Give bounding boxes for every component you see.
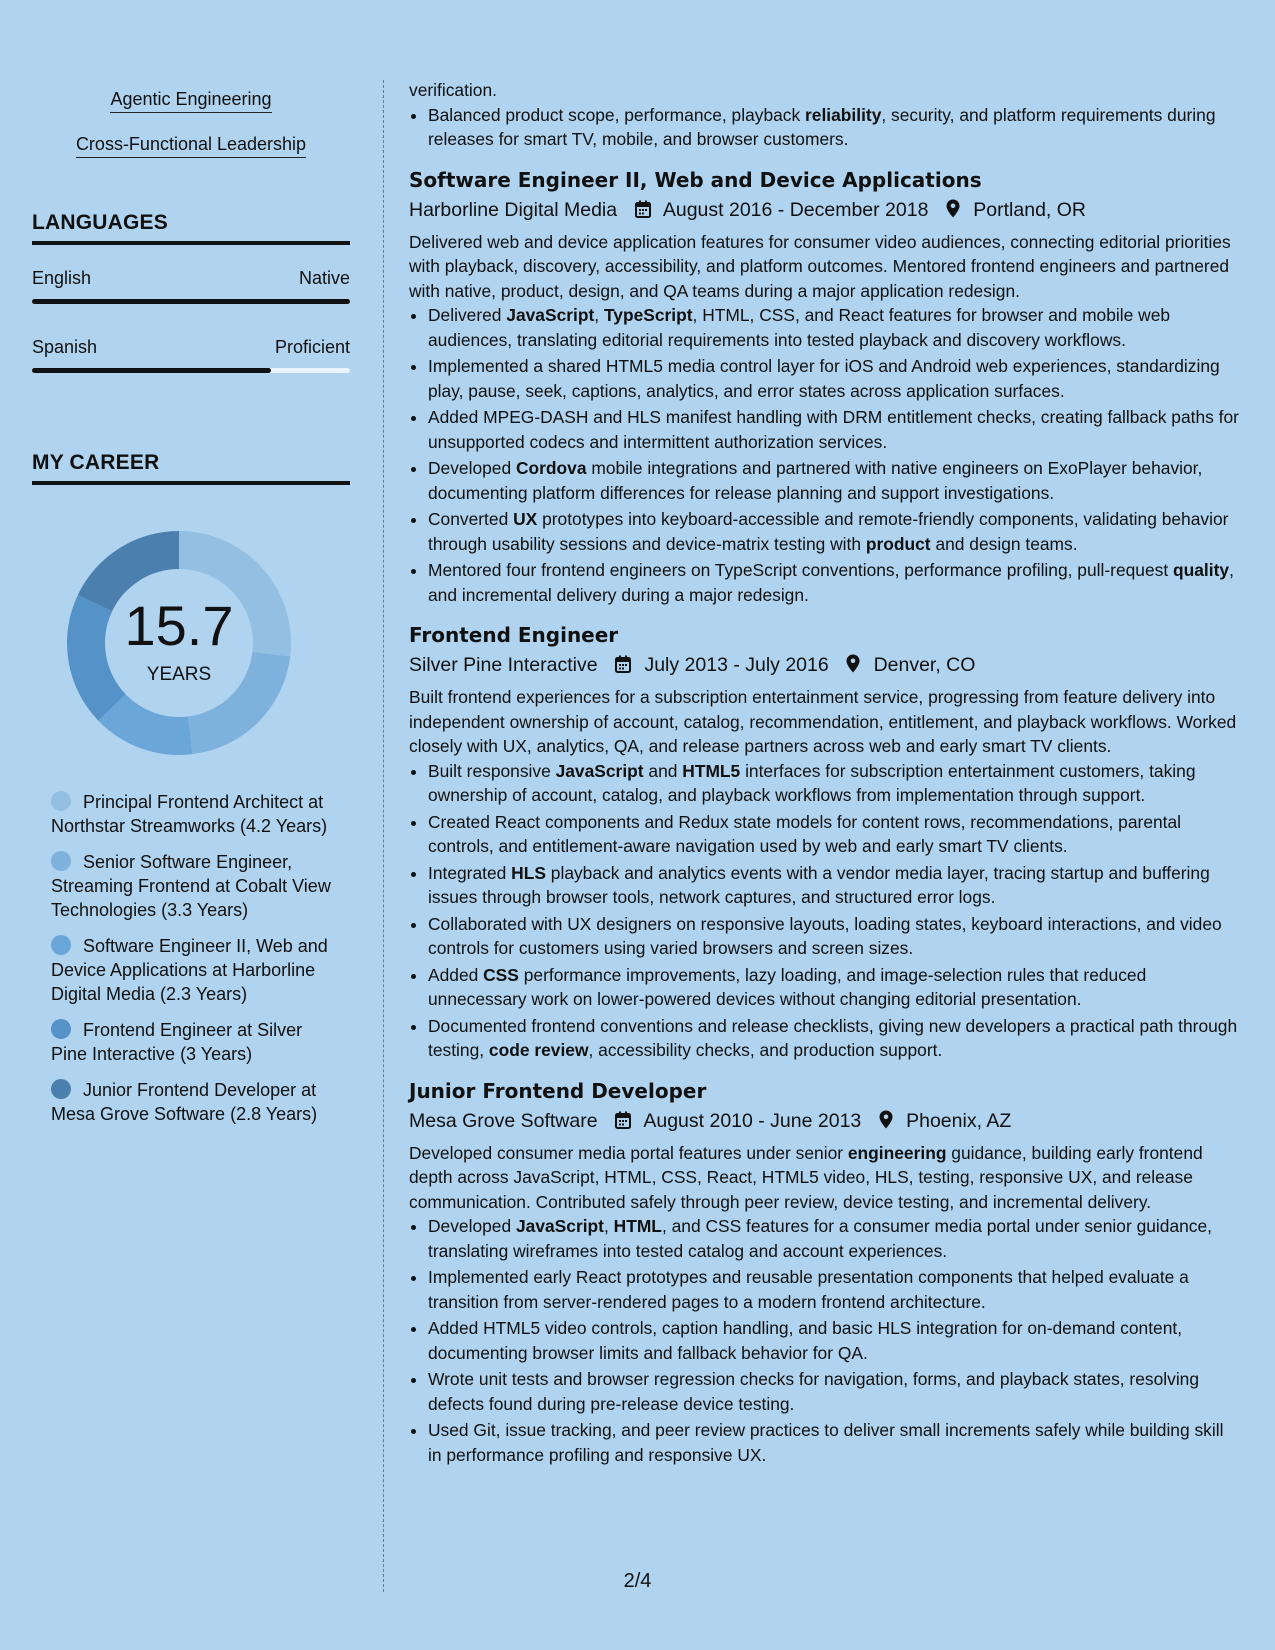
job-title: Frontend Engineer: [409, 623, 619, 647]
legend-item: [51, 1078, 341, 1126]
career-total-years: 15.7: [124, 594, 234, 657]
bullet-item: • Delivered JavaScript, TypeScript, HTML, CSS, and React features for browser and mobile web audiences, translating editorial requirements into tested playback and discovery workflows.: [428, 303, 1239, 352]
legend-item: [51, 850, 341, 922]
column-divider: [383, 80, 384, 1592]
calendar-icon: [615, 1111, 631, 1129]
legend-dot: [51, 851, 71, 871]
language-bar-fill: [32, 299, 350, 304]
legend-label: Junior Frontend Developer at Mesa Grove Software (2.8 Years): [51, 1080, 318, 1124]
job-summary: Delivered web and device application features for consumer video audiences, connecting editorial priorities with playback, discovery, accessibility, and platform outcomes. Mentored frontend engineers and partnered with native, product, design, and QA teams during a major application redesign.: [409, 231, 1231, 301]
language-level: Native: [298, 268, 350, 288]
job-dates: August 2016 - December 2018: [662, 198, 929, 221]
location-pin-icon: [946, 199, 960, 218]
job-meta: [409, 196, 1239, 224]
job-title: Junior Frontend Developer: [409, 1078, 707, 1103]
legend-label: Frontend Engineer at Silver Pine Interactive (3 Years): [51, 1020, 303, 1064]
language-row: [32, 268, 350, 289]
bullet-item: • Mentored four frontend engineers on TypeScript conventions, performance profiling, pull-request quality, and incremental delivery during a major redesign.: [428, 558, 1239, 607]
job-entry: [409, 1077, 1239, 1468]
skills-list: [32, 88, 350, 178]
legend-item: [51, 1018, 341, 1066]
location-pin-icon: [879, 1110, 893, 1129]
job-location: Portland, OR: [973, 198, 1087, 221]
language-row: [32, 337, 350, 358]
bullet-item: • Developed JavaScript, HTML, and CSS features for a consumer media portal under senior guidance, translating wireframes into tested catalog and account experiences.: [428, 1214, 1239, 1263]
page-number: 2/4: [623, 1570, 652, 1592]
company-name: Harborline Digital Media: [409, 198, 618, 221]
bullet-item: • Documented frontend conventions and release checklists, giving new developers a practical path through testing, code review, accessibility checks, and production support.: [428, 1014, 1239, 1063]
legend-item: [51, 790, 341, 838]
job-bullets: [409, 303, 1239, 607]
bullet-item: • Converted UX prototypes into keyboard-accessible and remote-friendly components, validating behavior through usability sessions and device-matrix testing with product and design teams.: [428, 507, 1239, 556]
job-bullets: [409, 1214, 1239, 1467]
job-entry: [409, 166, 1239, 608]
experience-section: [409, 78, 1239, 1469]
job-summary: Built frontend experiences for a subscription entertainment service, progressing from feature delivery into independent ownership of account, catalog, recommendation, entitlement, and playback workflows. Worked closely with UX, analytics, QA, and release partners across web and early smart TV clients.: [409, 687, 1237, 756]
legend-label: Senior Software Engineer, Streaming Frontend at Cobalt View Technologies (3.3 Years): [51, 852, 331, 920]
legend-dot: [51, 1019, 71, 1039]
language-name: Spanish: [32, 337, 98, 357]
bullet-item: • Collaborated with UX designers on responsive layouts, loading states, keyboard interactions, and video controls for customers using varied browsers and screen sizes.: [428, 912, 1239, 961]
language-bar: [32, 368, 350, 373]
job-location: Phoenix, AZ: [906, 1109, 1012, 1132]
career-heading: MY CAREER: [32, 451, 350, 485]
company-name: Mesa Grove Software: [409, 1109, 598, 1132]
legend-dot: [51, 791, 71, 811]
career-legend: [51, 790, 341, 1138]
language-bar: [32, 299, 350, 304]
skill-item: Agentic Engineering: [110, 88, 271, 113]
bullet-item: • Added HTML5 video controls, caption handling, and basic HLS integration for on-demand content, documenting browser limits and fallback behavior for QA.: [428, 1316, 1239, 1365]
bullet-item: • Integrated HLS playback and analytics events with a vendor media layer, tracing startup and buffering issues through browser tools, network captures, and structured error logs.: [428, 861, 1239, 910]
calendar-icon: [615, 655, 631, 673]
career-donut: [66, 530, 292, 756]
job-meta: [409, 651, 1239, 679]
bullet-item: • Added CSS performance improvements, lazy loading, and image-selection rules that reduced unnecessary work on lower-powered devices without changing editorial presentation.: [428, 963, 1239, 1012]
continued-bullets: [409, 103, 1239, 152]
job-meta: [409, 1107, 1239, 1135]
job-bullets: [409, 759, 1239, 1063]
job-location: Denver, CO: [873, 654, 976, 676]
location-pin-icon: [846, 654, 860, 673]
legend-dot: [51, 935, 71, 955]
bullet-item: • Balanced product scope, performance, playback reliability, security, and platform requirements during releases for smart TV, mobile, and browser customers.: [428, 103, 1239, 152]
language-name: English: [32, 268, 92, 288]
bullet-item: • Implemented early React prototypes and reusable presentation components that helped evaluate a transition from server-rendered pages to a modern frontend architecture.: [428, 1265, 1239, 1314]
bullet-item: • Developed Cordova mobile integrations and partnered with native engineers on ExoPlayer behavior, documenting platform differences for release planning and support investigations.: [428, 456, 1239, 505]
bullet-item: • Built responsive JavaScript and HTML5 interfaces for subscription entertainment customers, taking ownership of account, catalog, and playback workflows from implementation through support.: [428, 759, 1239, 808]
job-dates: August 2010 - June 2013: [643, 1109, 862, 1132]
job-summary: Developed consumer media portal features under senior engineering guidance, building early frontend depth across JavaScript, HTML, CSS, React, HTML5 video, HLS, testing, responsive UX, and release communication. Contributed safely through peer review, device testing, and incremental delivery.: [409, 1142, 1203, 1212]
continued-text: verification.: [409, 80, 497, 100]
languages-heading: LANGUAGES: [32, 211, 350, 245]
legend-item: [51, 934, 341, 1006]
legend-label: Principal Frontend Architect at Northstar Streamworks (4.2 Years): [51, 792, 328, 836]
legend-label: Software Engineer II, Web and Device Applications at Harborline Digital Media (2.3 Years): [51, 936, 328, 1004]
bullet-item: • Added MPEG-DASH and HLS manifest handling with DRM entitlement checks, creating fallback paths for unsupported codecs and intermittent authorization services.: [428, 405, 1239, 454]
language-bar-fill: [32, 368, 271, 373]
job-entry: [409, 621, 1239, 1063]
company-name: Silver Pine Interactive: [409, 654, 598, 676]
legend-dot: [51, 1079, 71, 1099]
language-level: Proficient: [274, 337, 350, 357]
bullet-item: • Wrote unit tests and browser regression checks for navigation, forms, and playback states, resolving defects found during pre-release device testing.: [428, 1367, 1239, 1416]
bullet-item: • Used Git, issue tracking, and peer review practices to deliver small increments safely while building skill in performance profiling and responsive UX.: [428, 1418, 1239, 1467]
skill-item: Cross-Functional Leadership: [76, 133, 306, 158]
career-total-unit: YEARS: [146, 664, 212, 685]
bullet-item: • Created React components and Redux state models for content rows, recommendations, parental controls, and entitlement-aware navigation used by web and early smart TV clients.: [428, 810, 1239, 859]
job-dates: July 2013 - July 2016: [644, 654, 829, 676]
bullet-item: • Implemented a shared HTML5 media control layer for iOS and Android web experiences, standardizing play, pause, seek, captions, analytics, and error states across application surfaces.: [428, 354, 1239, 403]
job-title: Software Engineer II, Web and Device Applications: [409, 167, 982, 192]
calendar-icon: [635, 200, 651, 218]
